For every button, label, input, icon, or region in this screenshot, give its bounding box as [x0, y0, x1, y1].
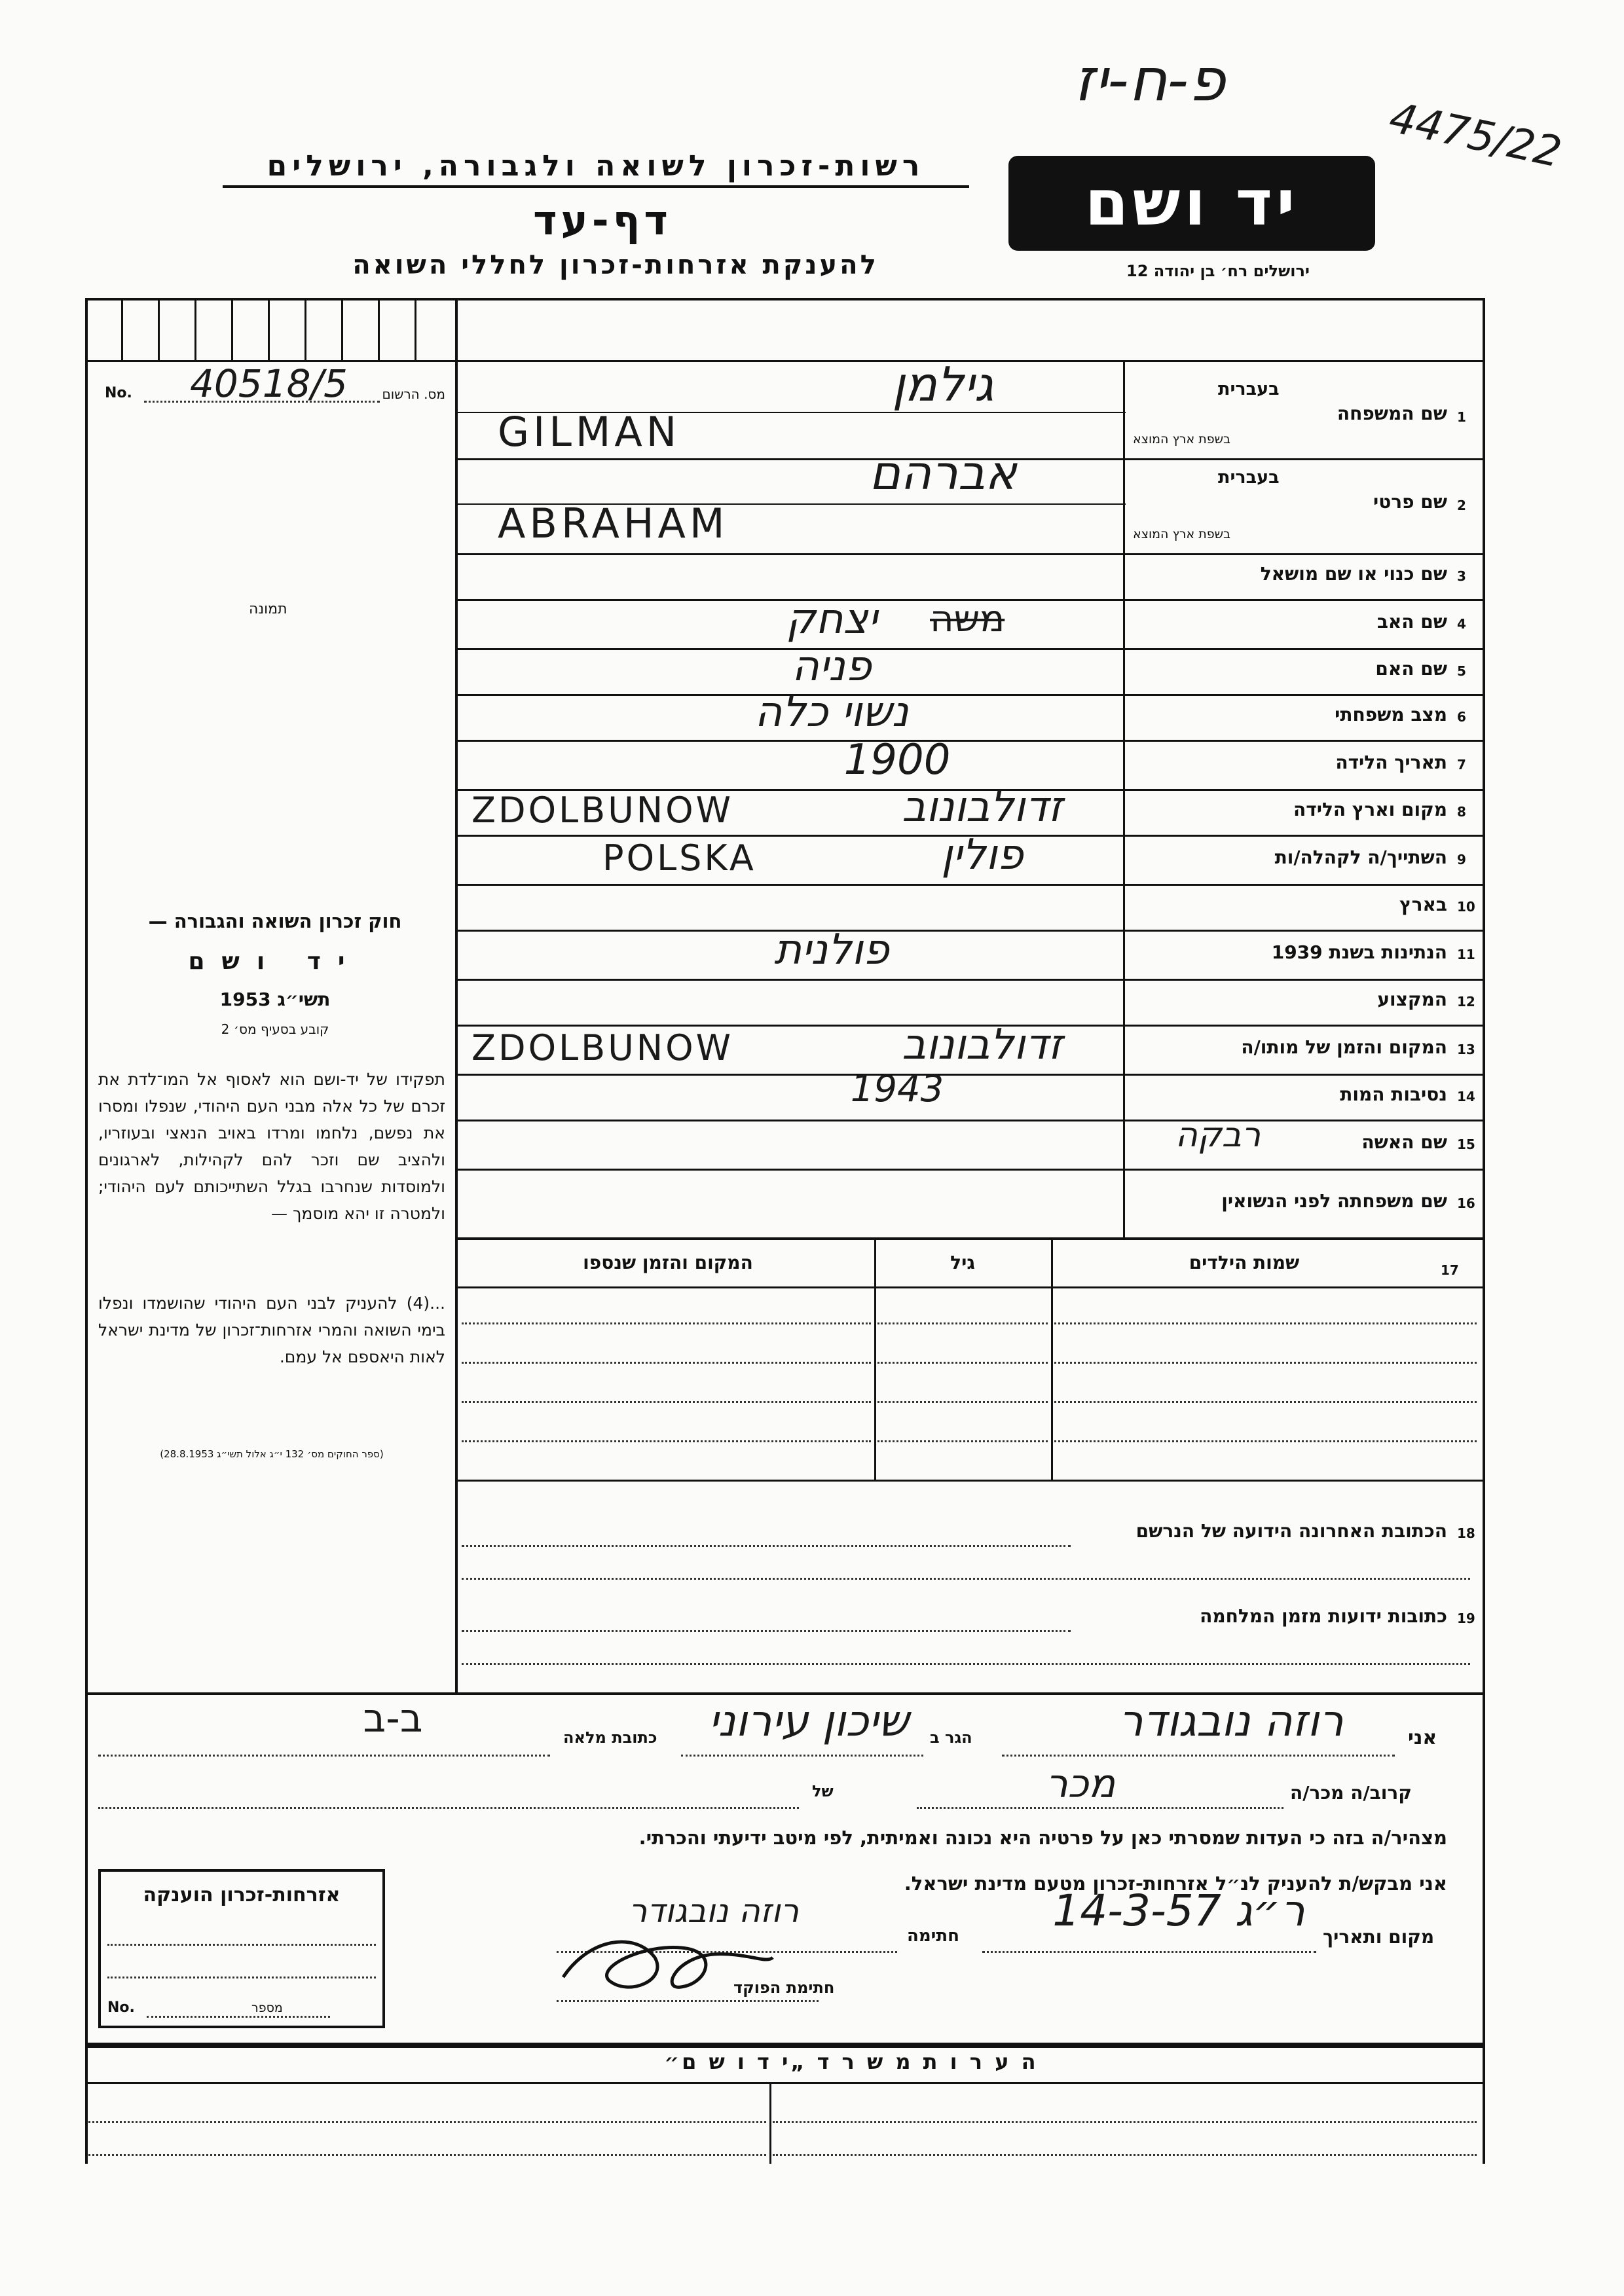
col-age: גיל	[950, 1252, 975, 1273]
address-row-line	[462, 1578, 1470, 1580]
children-row-line	[1054, 1322, 1477, 1324]
children-row-line	[877, 1440, 1048, 1442]
field-number: 3	[1457, 568, 1466, 584]
form-title: דף-עד	[533, 196, 672, 244]
field-label: מצב משפחתי	[1335, 704, 1447, 725]
field-number: 12	[1457, 994, 1475, 1010]
photo-label: תמונה	[249, 601, 287, 617]
children-row-line	[1054, 1362, 1477, 1364]
field-value-latin: ZDOLBUNOW	[471, 1027, 734, 1068]
children-row-line	[462, 1362, 871, 1364]
decl-signature-value: רוזה נובגודר	[628, 1892, 799, 1930]
remarks-table	[85, 2043, 1485, 2164]
yad-vashem-logo: יד ושם	[1008, 156, 1375, 251]
field-value: רבקה	[1175, 1115, 1261, 1155]
field-value-hebrew: אברהם	[869, 445, 1017, 500]
field-label: שם פרטי	[1373, 491, 1447, 513]
top-handwritten-number: 4475/22	[1385, 94, 1566, 177]
field-row-3	[0, 553, 1624, 599]
field-number: 15	[1457, 1136, 1475, 1152]
field-number: 2	[1457, 498, 1466, 513]
field-value: נשוי כלה	[754, 688, 909, 737]
field-label: בארץ	[1399, 894, 1447, 915]
authority-title: רשות-זכרון לשואה ולגבורה, ירושלים	[223, 149, 969, 188]
field-value-latin: ZDOLBUNOW	[471, 790, 734, 831]
field-row-7	[0, 735, 1624, 789]
field-number: 1	[1457, 409, 1466, 425]
field-label: המקום והזמן של מותו/ה	[1241, 1036, 1447, 1058]
field-value-hebrew: גילמן	[892, 357, 994, 412]
top-strip-divider	[341, 298, 343, 360]
decl-signature-label: חתימה	[907, 1926, 959, 1946]
field-value: פולין	[941, 830, 1024, 879]
field-label: הנתינות בשנת 1939	[1271, 941, 1447, 963]
field-value: 1900	[843, 735, 951, 784]
field-number: 10	[1457, 899, 1475, 915]
no-label: No.	[105, 385, 132, 401]
citizenship-box	[98, 1869, 385, 2028]
field-row-15	[0, 1115, 1624, 1169]
field-row-11	[0, 925, 1624, 979]
field-value: זדולבונוב	[902, 783, 1063, 831]
top-strip-divider	[194, 298, 196, 360]
field-number: 13	[1457, 1041, 1475, 1057]
field-number: 8	[1457, 804, 1466, 820]
decl-place-date-label: מקום ותאריך	[1323, 1926, 1435, 1948]
address-row-line	[462, 1663, 1470, 1665]
top-handwritten-ref: פ-ח-יז	[1074, 46, 1226, 115]
children-row-line	[1054, 1440, 1477, 1442]
law-heading: חוק זכרון השואה והגבורה —	[148, 910, 402, 932]
field-row-16	[0, 1169, 1624, 1237]
field-label: נסיבות המות	[1340, 1084, 1447, 1105]
field-value: זדולבונוב	[902, 1020, 1063, 1069]
field-row-2	[0, 445, 1624, 553]
field-value-native: ABRAHAM	[498, 499, 729, 547]
field-label: שם האב	[1376, 610, 1447, 632]
decl-relative-value: מכר	[1045, 1761, 1116, 1807]
field-row-13	[0, 1020, 1624, 1074]
field-number: 6	[1457, 709, 1466, 725]
citizenship-number-label: מספר	[251, 2001, 283, 2015]
top-strip-divider	[268, 298, 270, 360]
field-label: השתייך/ה לקהלה/ות	[1274, 846, 1447, 868]
field-label: שם משפחתה לפני הנשואין	[1221, 1190, 1447, 1212]
field-value: פניה	[792, 642, 872, 691]
field-number: 4	[1457, 615, 1466, 632]
field-row-6	[0, 688, 1624, 740]
decl-lives-in: הגר ב	[930, 1728, 972, 1747]
field-number: 9	[1457, 851, 1466, 867]
field-number: 16	[1457, 1195, 1475, 1211]
field-sub-hebrew: בעברית	[1218, 467, 1280, 488]
decl-town: שיכון עירוני	[709, 1696, 909, 1746]
address-row-label: הכתובת האחרונה הידועה של הנרשם	[1135, 1520, 1447, 1542]
children-row-line	[877, 1401, 1048, 1403]
field-label: שם כנוי או שם מושאל	[1260, 563, 1447, 585]
col-place-time: המקום והזמן שנספו	[583, 1252, 753, 1273]
decl-address-value: ב-ב	[363, 1696, 423, 1741]
citizenship-title: אזרחות-זכרון הוענקה	[143, 1884, 341, 1906]
field-number: 11	[1457, 946, 1475, 962]
decl-of-label: של	[812, 1782, 834, 1800]
field-row-14	[0, 1068, 1624, 1120]
decl-place-date-value: ר״ג 14-3-57	[1052, 1886, 1305, 1936]
field-number: 14	[1457, 1089, 1475, 1104]
field-number: 7	[1457, 756, 1466, 773]
registration-label: מס. הרשום	[382, 386, 445, 402]
children-row-line	[877, 1322, 1048, 1324]
col-children-names: שמות הילדים	[1189, 1252, 1300, 1273]
registration-value: 40518/5	[190, 361, 348, 406]
law-year: תשי״ג 1953	[219, 989, 331, 1010]
field-sub-native: בשפת ארץ המוצא	[1133, 432, 1231, 446]
address-row-line	[462, 1545, 1071, 1547]
children-row-line	[1054, 1401, 1477, 1403]
field-value: יצחק	[786, 594, 877, 644]
field-row-8	[0, 783, 1624, 835]
children-row-line	[462, 1440, 871, 1442]
field-label: המקצוע	[1377, 989, 1447, 1010]
law-section: קובע בסעיף מס׳ 2	[221, 1021, 329, 1037]
field-label: תאריך הלידה	[1335, 751, 1447, 773]
decl-full-address-label: כתובת מלאה	[563, 1728, 657, 1747]
law-name: יד ושם	[188, 948, 362, 975]
decl-statement-1: מצהיר/ה בזה כי העדות שמסרתי כאן על פרטיה היא נכונה ואמיתית, לפי מיטב ידיעתי והכרתי.	[638, 1827, 1447, 1849]
field-value: 1943	[850, 1068, 944, 1110]
law-text: תפקידו של יד-ושם הוא לאסוף אל המו־לדת את זכרם של כל אלה מבני העם היהודי, שנפלו ומסרו את נפשם, נלחמו ומרדו באויב הנאצי ובעוזריו, ולהציב שם וזכר להם לקהילות, לארגונים ולמוסדות שנחרבו בגלל השתייכותם לעם היהודי; ולמטרה זו יהא מוסמך —	[98, 1070, 445, 1223]
field-label: שם האם	[1375, 658, 1447, 680]
field-row-5	[0, 642, 1624, 694]
field-row-12	[0, 979, 1624, 1025]
children-row-line	[877, 1362, 1048, 1364]
children-num: 17	[1441, 1262, 1459, 1278]
law-text-2: ...(4) להעניק לבני העם היהודי שהושמדו ונפלו בימי השואה והמרי אזרחות־זכרון של מדינת ישראל לאות היאספם אל עמם.	[98, 1294, 445, 1366]
top-strip-divider	[121, 298, 123, 360]
officer-signature-mark	[550, 1918, 786, 2003]
field-row-4	[0, 594, 1624, 648]
field-value-latin: POLSKA	[602, 837, 756, 879]
children-row-line	[462, 1401, 871, 1403]
form-subtitle: להענקת אזרחות-זכרון לחללי השואה	[352, 250, 879, 280]
field-row-9	[0, 830, 1624, 884]
field-label: שם המשפחה	[1337, 403, 1447, 424]
field-number: 5	[1457, 663, 1466, 679]
law-source: (ספר החוקים מס׳ 132 י״ג אלול תשי״ג 28.8.1953)	[160, 1448, 384, 1460]
field-row-10	[0, 884, 1624, 930]
decl-statement-2: אני מבקש/ת להעניק לנ״ל אזרחות-זכרון מטעם מדינת ישראל.	[904, 1872, 1447, 1895]
address-row-label: כתובות ידועות מזמן המלחמה	[1200, 1605, 1447, 1627]
field-label: מקום וארץ הלידה	[1293, 799, 1447, 820]
field-label: שם האשה	[1361, 1131, 1447, 1153]
citizenship-no-label: No.	[107, 1999, 135, 2016]
field-sub-native: בשפת ארץ המוצא	[1133, 527, 1231, 541]
address-row-num: 18	[1457, 1525, 1475, 1541]
children-row-line	[462, 1322, 871, 1324]
field-value-native: GILMAN	[498, 407, 681, 456]
field-sub-hebrew: בעברית	[1218, 379, 1280, 399]
top-strip-divider	[304, 298, 306, 360]
officer-signature-label: חתימת הפוקד	[733, 1978, 835, 1997]
field-value: פולנית	[774, 925, 889, 974]
decl-relative-label: קרוב/ה מכר/ה	[1290, 1782, 1412, 1804]
top-strip-divider	[415, 298, 416, 360]
address-line: ירושלים רח׳ בן יהודה 12	[1126, 262, 1310, 280]
remarks-heading: ה ע ר ו ת מ ש ר ד „י ד ו ש ם״	[664, 2049, 1039, 2074]
top-strip-divider	[378, 298, 380, 360]
address-row-line	[462, 1630, 1071, 1632]
decl-ani: אני	[1408, 1726, 1437, 1749]
declarant-name: רוזה נובגודר	[1118, 1696, 1344, 1746]
top-strip-divider	[231, 298, 233, 360]
address-row-num: 19	[1457, 1611, 1475, 1626]
top-strip-divider	[158, 298, 160, 360]
field-value-struck: משה	[930, 597, 1005, 640]
